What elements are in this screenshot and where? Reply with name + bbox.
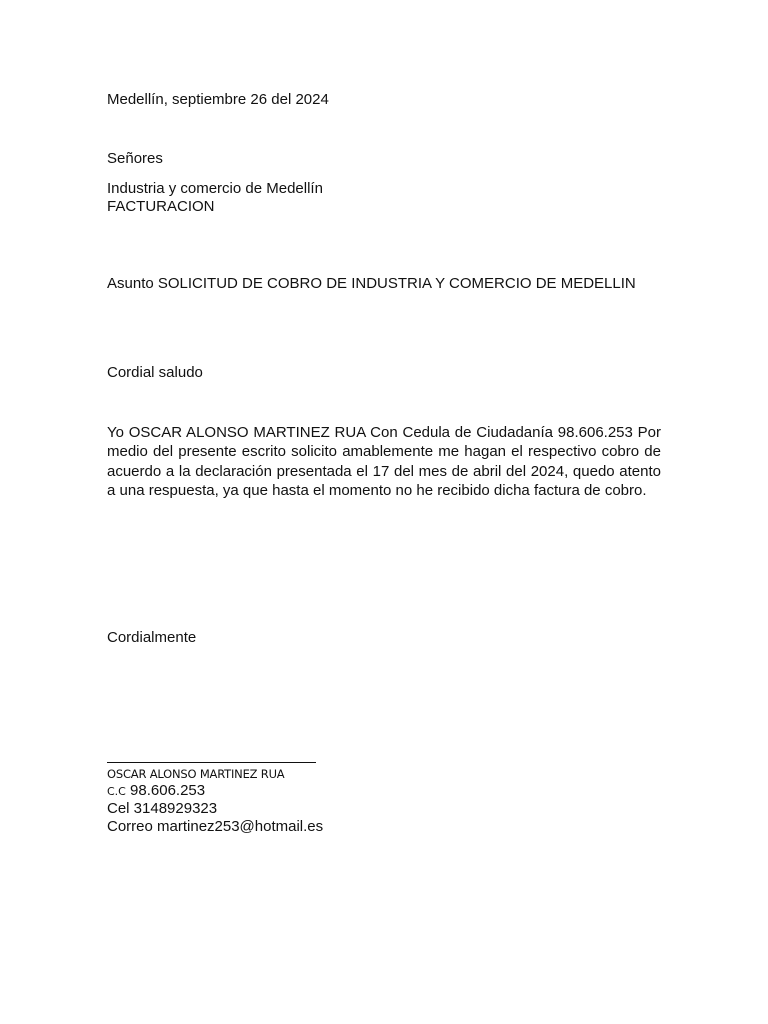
id-prefix: C.C	[107, 785, 126, 798]
id-number: 98.606.253	[125, 782, 206, 799]
signature-id	[107, 782, 205, 801]
recipient-line-1: Industria y comercio de Medellín	[107, 180, 323, 197]
signature-name: OSCAR ALONSO MARTINEZ RUA	[107, 767, 285, 781]
signature-line	[107, 762, 316, 763]
recipient-line-2: FACTURACION	[107, 198, 215, 215]
signature-email: Correo martinez253@hotmail.es	[107, 818, 324, 835]
signature-phone: Cel 3148929323	[107, 800, 218, 817]
greeting: Cordial saludo	[107, 364, 203, 381]
body-paragraph: Yo OSCAR ALONSO MARTINEZ RUA Con Cedula de Ciudadanía 98.606.253 Por medio del presente escrito solicito amablemente me hagan el respectivo cobro de acuerdo a la declaración presentada el 17 del mes de abril del 2024, quedo atento a una respuesta, ya que hasta el momento no he recibido dicha factura de cobro.	[107, 424, 661, 499]
closing: Cordialmente	[107, 629, 197, 646]
subject-line: Asunto SOLICITUD DE COBRO DE INDUSTRIA Y COMERCIO DE MEDELLIN	[107, 275, 636, 292]
place-date: Medellín, septiembre 26 del 2024	[107, 91, 329, 108]
salutation-header: Señores	[107, 150, 163, 167]
